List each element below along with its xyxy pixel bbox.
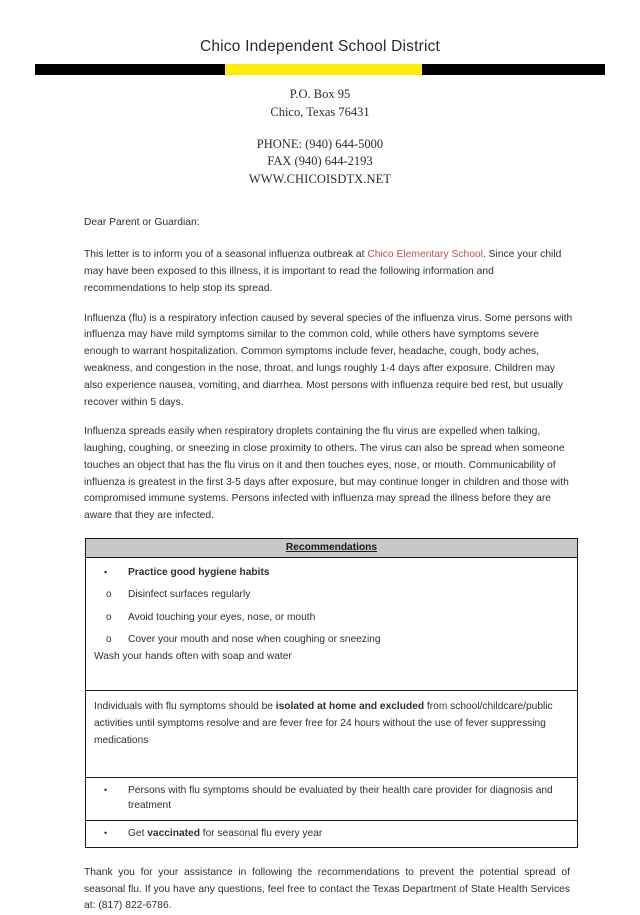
address-line-2: Chico, Texas 76431 xyxy=(270,104,370,119)
isolation-text-part1: Individuals with flu symptoms should be xyxy=(94,701,276,713)
list-item-label: Practice good hygiene habits xyxy=(128,566,270,578)
circle-bullet-icon: o xyxy=(106,589,112,601)
vaccination-text-bold: vaccinated xyxy=(147,827,200,839)
list-item xyxy=(94,565,569,580)
list-item-label: Persons with flu symptoms should be evaluated by their health care provider for diagnosis and treatment xyxy=(128,785,553,812)
closing-text: Thank you for your assistance in following the recommendations to prevent the potential spread of seasonal flu. If you have any questions, feel free to contact the Texas Department of State Health Services at: xyxy=(84,866,570,912)
address-line-1: P.O. Box 95 xyxy=(289,87,351,102)
list-item-label: Avoid touching your eyes, nose, or mouth xyxy=(128,611,316,623)
district-name-title: Chico Independent School District xyxy=(199,38,441,55)
list-item xyxy=(94,587,569,602)
recommendations-table xyxy=(85,538,578,848)
hygiene-list xyxy=(94,565,569,647)
letterhead xyxy=(0,0,640,189)
list-item-label: Disinfect surfaces regularly xyxy=(128,589,251,601)
isolation-text-part2: from school/childcare/public activities until symptoms resolve and are fever free for 24 hours without the use of fever suppressing medications xyxy=(94,701,553,746)
list-item xyxy=(94,610,569,625)
table-row-provider xyxy=(86,778,577,821)
website-line: WWW.CHICOISDTX.NET xyxy=(248,172,392,187)
header-rule-bar xyxy=(35,64,605,75)
rule-segment-yellow xyxy=(225,64,422,75)
influenza-spread-paragraph: Influenza spreads easily when respiratory droplets containing the flu virus are expelled when talking, laughing, coughing, or sneezing in close proximity to others. The virus can also be spread when someone touches an object that has the flu virus on it and then touches eyes, nose, or mouth. Communicability of influenza is greatest in the first 3-5 days after exposure, but may continue longer in children and those with compromised immune systems. Persons infected with influenza may spread the illness before they are aware that they are infected. xyxy=(84,426,569,522)
fax-line: FAX (940) 644-2193 xyxy=(267,154,373,169)
recommendations-table-header xyxy=(86,539,577,558)
isolation-text-bold: isolated at home and excluded xyxy=(275,701,425,713)
vaccination-text-part2: for seasonal flu every year xyxy=(199,827,323,839)
hygiene-cell xyxy=(86,558,577,690)
letter-body xyxy=(0,189,640,915)
phone-line: PHONE: (940) 644-5000 xyxy=(256,136,384,151)
handwashing-line: Wash your hands often with soap and water xyxy=(94,651,292,663)
address-block xyxy=(0,86,640,122)
isolation-cell xyxy=(86,691,577,777)
vaccination-cell xyxy=(86,821,577,847)
list-item-label xyxy=(128,828,322,839)
influenza-description-paragraph: Influenza (flu) is a respiratory infection caused by several species of the influenza virus. Some persons with influenza may have mild symptoms similar to the common cold, while others have symptoms severe enough to warrant hospitalization. Common symptoms include fever, headache, cough, body aches, weakness, and congestion in the nose, throat, and lungs roughly 1-4 days after exposure. Children may also experience nausea, vomiting, and diarrhea. Most persons with influenza require bed rest, but usually recover within 5 days. xyxy=(84,312,573,408)
provider-cell xyxy=(86,778,577,820)
circle-bullet-icon: o xyxy=(106,611,112,623)
health-services-phone: (817) 822-6786. xyxy=(98,900,172,912)
rule-segment-black-right xyxy=(422,64,605,75)
circle-bullet-icon: o xyxy=(106,633,112,645)
contact-block xyxy=(0,136,640,189)
recommendations-header-label: Recommendations xyxy=(285,541,378,553)
school-name-highlight: Chico Elementary School xyxy=(367,249,483,261)
table-row-vaccination xyxy=(86,821,577,847)
list-item xyxy=(94,783,569,814)
vaccination-text-part1: Get xyxy=(128,827,148,839)
bullet-icon: • xyxy=(104,566,108,577)
bullet-icon: • xyxy=(104,785,108,796)
table-row-hygiene xyxy=(86,558,577,691)
intro-text-after: . Since your child may have been exposed to this illness, it is important to read the following information and recommendations to help stop its spread. xyxy=(84,249,562,294)
closing-paragraph xyxy=(84,865,574,915)
intro-text-before: This letter is to inform you of a seasonal influenza outbreak at xyxy=(84,249,368,261)
rule-segment-black-left xyxy=(35,64,225,75)
provider-list xyxy=(94,783,569,814)
bullet-icon: • xyxy=(104,827,108,838)
intro-paragraph xyxy=(84,247,574,297)
table-row-isolation xyxy=(86,691,577,778)
list-item xyxy=(94,632,569,647)
list-item-label: Cover your mouth and nose when coughing or sneezing xyxy=(128,633,381,645)
salutation: Dear Parent or Guardian: xyxy=(84,216,200,228)
